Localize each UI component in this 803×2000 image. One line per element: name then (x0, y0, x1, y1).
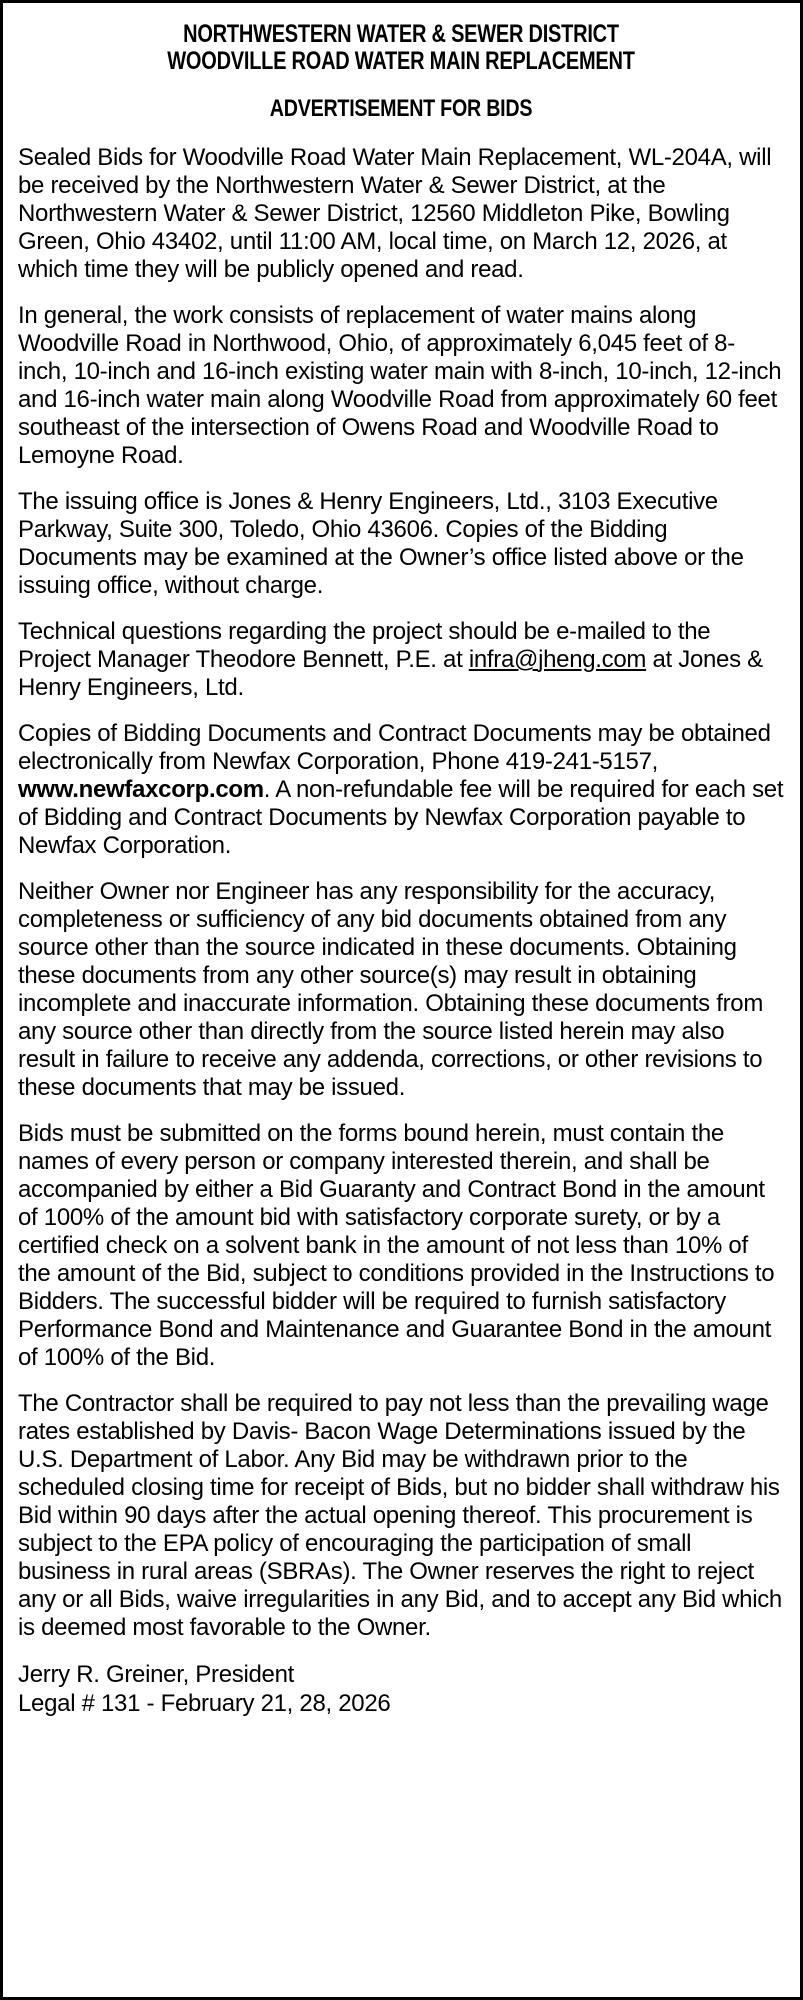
text-segment: Sealed Bids for Woodville Road Water Main Replacement, WL-204A, will be received by the Northwestern Water & Sewer District, at the Northwestern Water & Sewer District, 12560 Middleton Pike, Bowling Green, Ohio 43402, until 11:00 AM, local time, on March 12, 2026, at which time they will be publicly opened and read. (18, 144, 772, 283)
paragraph-5 (18, 720, 784, 860)
paragraph-7 (18, 1120, 784, 1372)
text-segment: The issuing office is Jones & Henry Engineers, Ltd., 3103 Executive Parkway, Suite 300, Toledo, Ohio 43606. Copies of the Bidding Documents may be examined at the Owner’s office listed above or the issuing office, without charge. (18, 488, 744, 599)
text-segment: In general, the work consists of replacement of water mains along Woodville Road in Northwood, Ohio, of approximately 6,045 feet of 8-inch, 10-inch and 16-inch existing water main with 8-inch, 10-inch, 12-inch and 16-inch water main along Woodville Road from approximately 60 feet southeast of the intersection of Owens Road and Woodville Road to Lemoyne Road. (18, 302, 782, 469)
paragraph-4 (18, 618, 784, 702)
website-text: www.newfaxcorp.com (18, 776, 264, 803)
text-segment: Technical questions regarding the project should be e-mailed to the Project Manager Theodore Bennett, P.E. at (18, 618, 711, 673)
text-segment: Neither Owner nor Engineer has any responsibility for the accuracy, completeness or sufficiency of any bid documents obtained from any source other than the source indicated in these documents. Obtaining these documents from any other source(s) may result in obtaining incomplete and inaccurate information. Obtaining these documents from any source other than directly from the source listed herein may also result in failure to receive any addenda, corrections, or other revisions to these documents that may be issued. (18, 878, 764, 1101)
notice-subtitle: ADVERTISEMENT FOR BIDS (269, 95, 533, 122)
text-segment: . A non-refundable fee will be required for each set of Bidding and Contract Documents by Newfax Corporation payable to Newfax Corporation. (18, 776, 784, 859)
notice-title-line2: WOODVILLE ROAD WATER MAIN REPLACEMENT (167, 47, 635, 75)
legal-number-line: Legal # 131 - February 21, 28, 2026 (18, 1690, 391, 1717)
text-segment: Copies of Bidding Documents and Contract Documents may be obtained electronically from Newfax Corporation, Phone 419-241-5157, (18, 720, 771, 775)
text-segment: Bids must be submitted on the forms bound herein, must contain the names of every person or company interested therein, and shall be accompanied by either a Bid Guaranty and Contract Bond in the amount of 100% of the amount bid with satisfactory corporate surety, or by a certified check on a solvent bank in the amount of not less than 10% of the amount of the Bid, subject to conditions provided in the Instructions to Bidders. The successful bidder will be required to furnish satisfactory Performance Bond and Maintenance and Guarantee Bond in the amount of 100% of the Bid. (18, 1120, 775, 1371)
paragraph-3 (18, 488, 784, 600)
notice-title-line1: NORTHWESTERN WATER & SEWER DISTRICT (183, 20, 619, 48)
notice-title (95, 21, 708, 75)
paragraph-8 (18, 1390, 784, 1642)
text-segment: at Jones & Henry Engineers, Ltd. (18, 646, 763, 701)
notice-body (18, 144, 784, 1642)
signature-name: Jerry R. Greiner, President (18, 1661, 294, 1688)
email-link[interactable]: infra@jheng.com (468, 646, 647, 673)
paragraph-2 (18, 302, 784, 470)
text-segment: The Contractor shall be required to pay not less than the prevailing wage rates established by Davis- Bacon Wage Determinations issued by the U.S. Department of Labor. Any Bid may be withdrawn prior to the scheduled closing time for receipt of Bids, but no bidder shall withdraw his Bid within 90 days after the actual opening thereof. This procurement is subject to the EPA policy of encouraging the participation of small business in rural areas (SBRAs). The Owner reserves the right to reject any or all Bids, waive irregularities in any Bid, and to accept any Bid which is deemed most favorable to the Owner. (18, 1390, 782, 1641)
paragraph-1 (18, 144, 784, 284)
paragraph-6 (18, 878, 784, 1102)
signature-block (18, 1660, 784, 1718)
